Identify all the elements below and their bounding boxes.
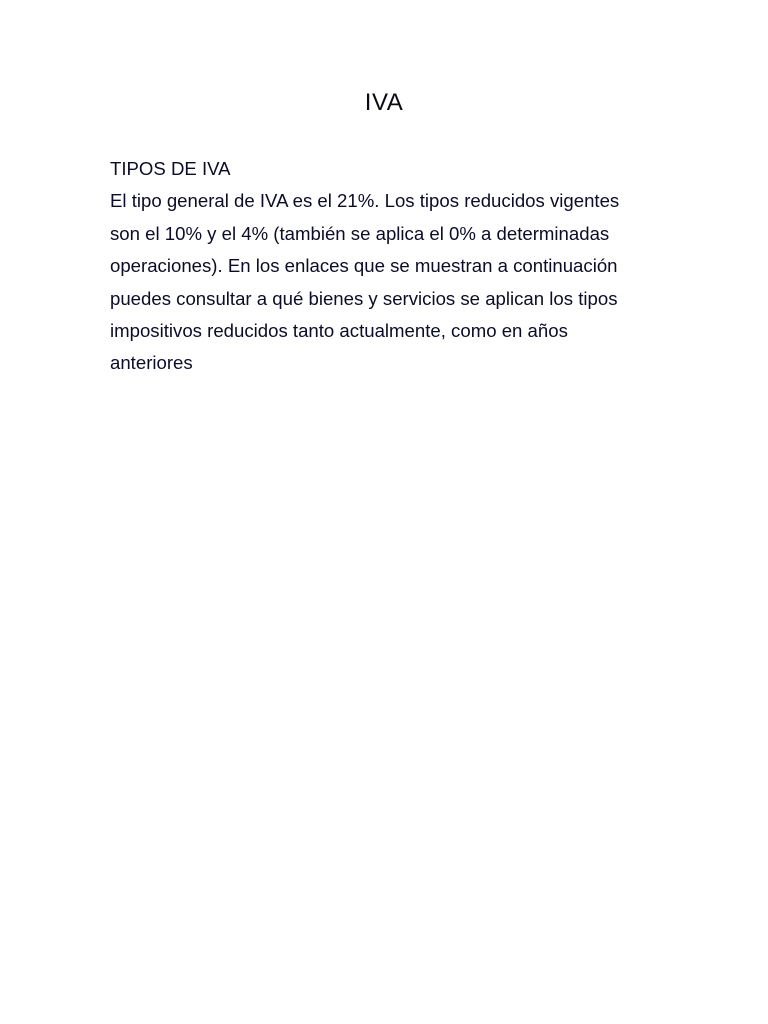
paragraph-line: puedes consultar a qué bienes y servicios se aplican los tipos [110,287,618,309]
document-body [110,153,662,380]
paragraph-line: son el 10% y el 4% (también se aplica el 0% a determinadas [110,222,610,244]
paragraph-line: anteriores [110,352,193,374]
section-heading: TIPOS DE IVA [110,158,231,179]
document-title: IVA [364,89,404,116]
paragraph-line: operaciones). En los enlaces que se muestran a continuación [110,255,618,277]
paragraph-line: El tipo general de IVA es el 21%. Los tipos reducidos vigentes [110,190,620,212]
body-paragraph [110,185,662,379]
paragraph-line: impositivos reducidos tanto actualmente, como en años [110,320,568,342]
